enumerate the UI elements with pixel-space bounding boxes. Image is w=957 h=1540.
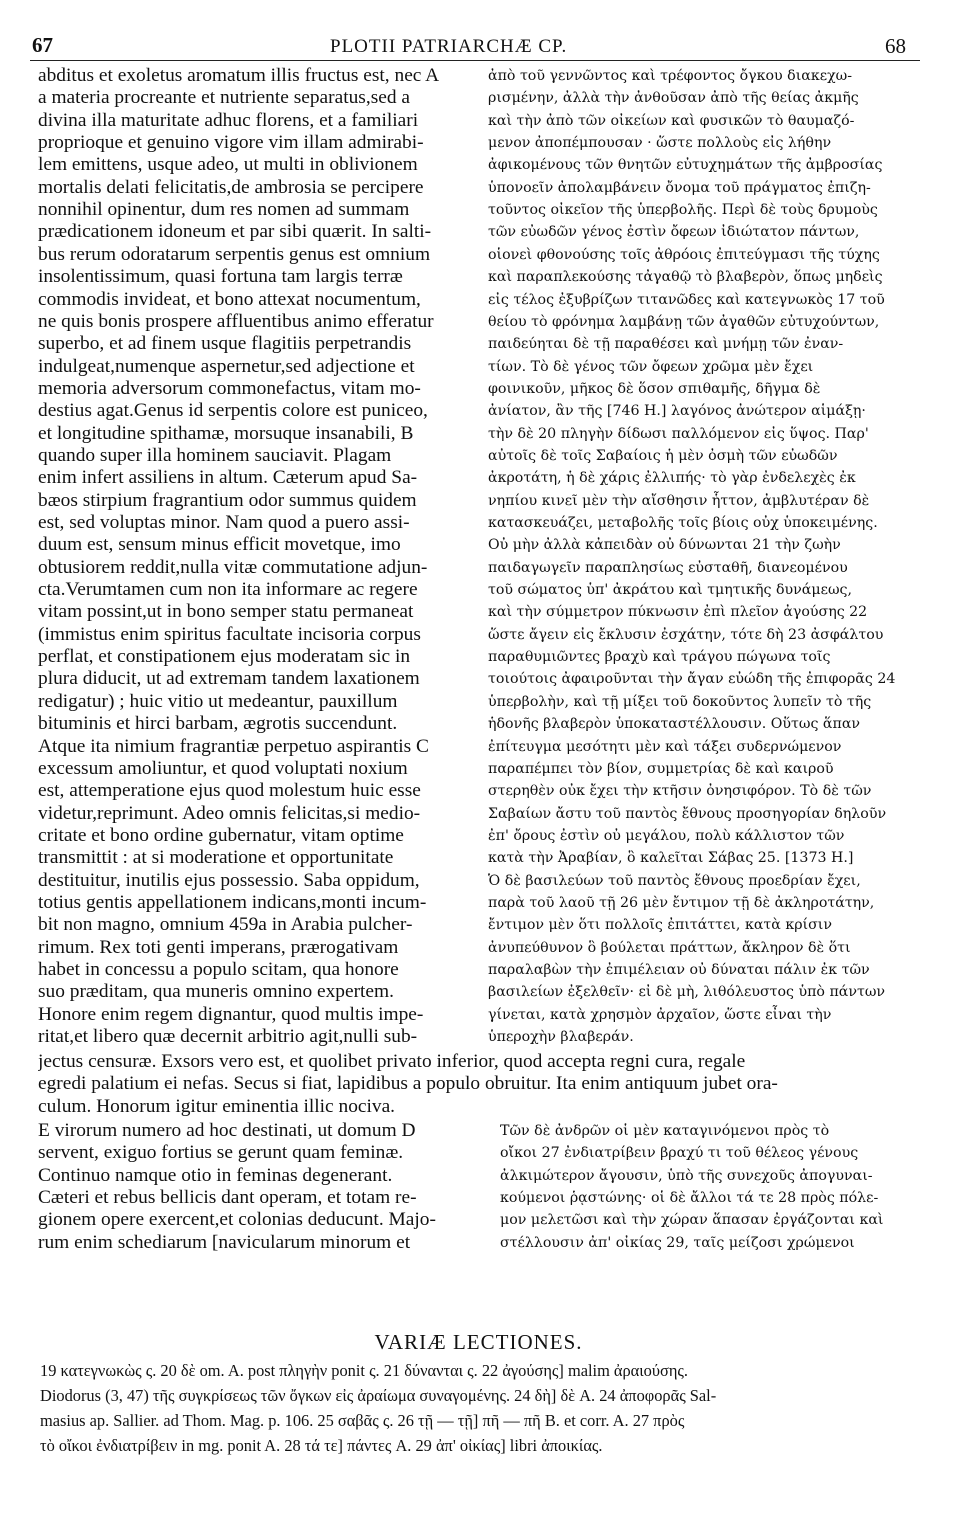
latin-line: duum est, sensum minus efficit movetque, imo: [38, 534, 401, 556]
greek-line: ἡδονῆς βλαβερὸν ὑποκαταστέλλουσιν. Οὕτως ἅπαν: [488, 716, 861, 733]
greek-line: ἀνυπεύθυνον ὃ βούλεται πράττων, ἄκληρον δὲ ὅτι: [488, 939, 851, 956]
page-number-left: 67: [32, 33, 53, 57]
latin-line: videtur,reprimunt. Adeo omnis felicitas,si medio-: [38, 802, 421, 824]
greek-line: Τῶν δὲ ἀνδρῶν οἱ μὲν καταγινόμενοι πρὸς τὸ: [500, 1123, 830, 1139]
latin-line: nonnihil opinentur, dum res nomen ad summam: [38, 199, 410, 221]
greek-line: Οὐ μὴν ἀλλὰ κἀπειδὰν οὐ δύνωνται 21 τὴν ζωὴν: [488, 537, 841, 554]
greek-line: καὶ τὴν σύμμετρον πύκνωσιν ἐπὶ πλεῖον ἀγούσης 22: [488, 604, 868, 621]
latin-line: enim infert assiliens in altum. Cæterum apud Sa-: [38, 467, 418, 489]
greek-line: ὑπονοεῖν ἀπολαμβάνειν ὄνομα τοῦ πράγματος ἐπιζη-: [488, 179, 871, 196]
greek-line: ὥστε ἄγειν εἰς ἔκλυσιν ἐσχάτην, τότε δὴ 23 ἀσφάλτου: [488, 626, 884, 643]
latin-line: vitam possint,ut in bono semper statu permaneat: [38, 601, 414, 623]
variant-line: Diodorus (3, 47) τῆς συγκρίσεως τῶν ὄγκων εἰς ἀραίωμα συναγομένης. 24 δὴ] δὲ A. 24 ἀποφορᾶς Sal-: [40, 1386, 717, 1405]
greek-line: τίων. Τὸ δὲ γένος τῶν ὄφεων χρῶμα μὲν ἔχει: [488, 358, 814, 375]
greek-line: γίνεται, κατὰ χρησμὸν ἀρχαῖον, ὥστε εἶναι τὴν: [488, 1006, 832, 1023]
latin-line: indulgeat,numenque aspernetur,sed adjectione et: [38, 355, 415, 377]
latin-line: memoria adversorum commonefactus, vitam mo-: [38, 377, 421, 399]
latin-line: est, attemperatione ejus quod molestum huic esse: [38, 780, 421, 802]
header-rule: [30, 60, 920, 61]
variant-line: masius ap. Sallier. ad Thom. Mag. p. 106. 25 σαβᾶς ς. 26 τῇ — τῇ] πῆ — πῆ B. et corr. A. 27 πρὸς: [40, 1411, 685, 1430]
latin-line: destituitur, inutilis ejus possessio. Saba oppidum,: [38, 869, 420, 891]
greek-line: στερηθὲν οὐκ ἔχει τὴν κτῆσιν ὀνησιφόρον. Τὸ δὲ τῶν: [488, 783, 872, 800]
greek-line: ἀκροτάτη, ἡ δὲ χάρις ἐλλιπής· τὸ γὰρ ἐνδελεχὲς ἐκ: [488, 470, 856, 487]
greek-line: Σαβαίων ἄστυ τοῦ παντὸς ἔθνους προσηγορίαν δηλοῦν: [488, 805, 887, 822]
greek-line: ἀπὸ τοῦ γεννῶντος καὶ τρέφοντος ὄγκου διακεχω-: [488, 68, 853, 84]
variant-line: 19 κατεγνωκὼς ς. 20 δὲ om. A. post πληγὴν ponit ς. 21 δύνανται ς. 22 ἀγούσης] malim ἀραιούσης.: [40, 1361, 688, 1380]
latin-line: plura diducit, ut ad extremam tandem laxationem: [38, 668, 420, 690]
variant-line: τὸ οἴκοι ἐνδιατρίβειν in mg. ponit A. 28 τά τε] πάντες A. 29 ἀπ' οἰκίας] libri ἀποικίας.: [40, 1436, 603, 1455]
greek-line: ἀνίατον, ἂν τῆς [746 H.] λαγόνος ἀνώτερον αἱμάξῃ·: [488, 403, 866, 420]
greek-line: παραπέμπει τὸν βίον, συμμετρίας δὲ καὶ καιροῦ: [488, 760, 834, 777]
greek-line: ἀλκιμώτερον ἄγουσιν, ὑπὸ τῆς συνεχοῦς ἀπογυναι-: [500, 1167, 873, 1184]
greek-line: τοιούτοις ἀφαιροῦνται τὴν ἄγαν εὐώδη τῆς ἐπιφορᾶς 24: [488, 671, 896, 688]
greek-line: φοινικοῦν, μῆκος δὲ ὅσον σπιθαμῆς, δῆγμα δὲ: [488, 380, 821, 397]
latin-line: suo præditam, qua muneris omnino expertem.: [38, 981, 394, 1003]
greek-line: βασιλείων ἐξελθεῖν· εἰ δὲ μὴ, λιθόλευστος ὑπὸ πάντων: [488, 984, 886, 1001]
variant-readings: [40, 1358, 922, 1458]
greek-line: ἔντιμον μὲν ὅτι πολλοῖς ἐπιτάττει, κατὰ κρίσιν: [488, 917, 832, 934]
latin-line: critate et bono ordine gubernatur, vitam optime: [38, 824, 404, 846]
greek-line: στέλλουσιν ἀπ' οἰκίας 29, ταῖς μείζοσι χρώμενοι: [500, 1234, 855, 1251]
latin-line: perflat, et constipationem ejus moderatam sic in: [38, 646, 411, 668]
latin-line: rum enim schediarum [navicularum minorum et: [38, 1231, 411, 1253]
latin-line: divina illa maturitate adhuc florens, et a familiari: [38, 109, 419, 131]
greek-line: κούμενοι ῥᾳστώνης· οἱ δὲ ἄλλοι τά τε 28 πρὸς πόλε-: [500, 1190, 879, 1207]
running-title: PLOTII PATRIARCHÆ CP.: [330, 36, 568, 57]
latin-line: destius agat.Genus id serpentis colore est puniceo,: [38, 400, 428, 422]
page-header: [0, 0, 957, 60]
latin-line: est, sed voluptas minor. Nam quod a puero assi-: [38, 512, 410, 533]
latin-line: a materia procreante et nutriente separatus,sed a: [38, 87, 411, 109]
greek-line: ἀφικομένους τῶν θνητῶν εὐτυχημάτων τῆς ἀμβροσίας: [488, 157, 883, 174]
latin-line: excessum amoliuntur, et quod voluptati noxium: [38, 757, 408, 779]
latin-line: servent, exiguo fortius se gerunt quam feminæ.: [38, 1142, 404, 1164]
greek-line: ὑπεροχὴν βλαβεράν.: [488, 1029, 634, 1046]
greek-line: τοῦντος οἰκεῖον τῆς ὑπερβολῆς. Περὶ δὲ τοὺς δρυμοὺς: [488, 202, 878, 219]
greek-line: τοῦ σώματος ὑπ' ἀκράτου καὶ τμητικῆς δυνάμεως,: [488, 582, 852, 599]
latin-line: totius gentis appellationem indicans,monti incum-: [38, 891, 427, 913]
variants-title: VARIÆ LECTIONES.: [374, 1330, 583, 1354]
latin-line: abditus et exoletus aromatum illis fructus est, nec A: [38, 65, 440, 86]
latin-line: commodis invideat, et bono attexat nocumentum,: [38, 288, 421, 310]
greek-line: μον μελετῶσι καὶ τὴν χώραν ἅπασαν ἐργάζονται καὶ: [500, 1212, 884, 1229]
greek-line: οἱονεὶ φθονούσης τοῖς ἀθρόοις ἐπιτεύγμασι τῆς τύχης: [488, 246, 880, 263]
latin-line: rimum. Rex toti genti imperans, prærogativam: [38, 936, 399, 958]
latin-line: gionem opere exercent,et colonias deducunt. Majo-: [38, 1209, 436, 1231]
latin-line: jectus censuræ. Exsors vero est, et quolibet privato inferior, quod accepta regni cura, regale: [38, 1051, 746, 1072]
latin-line: redigatur) ; huic vitio ut medeantur, pauxillum: [38, 690, 398, 712]
latin-line: transmittit : at si moderatione et opportunitate: [38, 847, 394, 869]
latin-line: habet in concessu a populo scitam, qua honore: [38, 959, 399, 980]
greek-line: ἐπ' ὄρους ἐστὶν οὐ μεγάλου, πολὺ κάλλιστον τῶν: [488, 827, 845, 844]
latin-line: Cæteri et rebus bellicis dant operam, et totam re-: [38, 1187, 417, 1209]
greek-line: παιδαγωγεῖν παραπλησίως εὐσταθῆ, διανεομένου: [488, 559, 848, 576]
latin-line: ne quis bonis prospere affluentibus animo efferatur: [38, 310, 434, 332]
latin-line: Continuo namque otio in feminas degenerant.: [38, 1164, 393, 1186]
latin-line: (immistus enim spiritus facultate incisoria corpus: [38, 623, 421, 645]
latin-line: obtusiorem reddit,nulla vitæ commutatione adjun-: [38, 556, 428, 578]
greek-line: θείου τὸ φρόνημα λαμβάνῃ τῶν ἀγαθῶν εὐτυχούντων,: [488, 313, 880, 330]
greek-line: παραθυμιῶντες βραχὺ καὶ τράγου πώγωνα τοῖς: [488, 649, 831, 666]
latin-line: et longitudine spithamæ, morsuque insanabili, B: [38, 422, 414, 444]
greek-line: αὐτοῖς δὲ τοῖς Σαβαίοις ἡ μὲν ὀσμὴ τῶν εὐωδῶν: [488, 447, 838, 464]
latin-line: superbo, et ad finem usque flagitiis perpetrandis: [38, 333, 412, 355]
greek-line: καὶ τὴν ἀπὸ τῶν οἰκείων καὶ φυσικῶν τὸ θαυμαζό-: [488, 112, 855, 129]
greek-line: κατὰ τὴν Ἀραβίαν, ὃ καλεῖται Σάβας 25. [1373 H.]: [488, 850, 854, 867]
latin-line: proprioque et genuino vigore vim illam admirabi-: [38, 132, 424, 154]
greek-line: οἴκοι 27 ἐνδιατρίβειν βραχύ τι τοῦ θέλεος γένους: [500, 1145, 859, 1162]
latin-line: prædicationem idoneum et par sibi quærit. In salti-: [38, 221, 432, 243]
greek-line: ρισμένην, ἀλλὰ τὴν ἀνθοῦσαν ἀπὸ τῆς θείας ἀκμῆς: [488, 90, 859, 107]
latin-line: culum. Honorum igitur eminentia illic nociva.: [38, 1095, 396, 1117]
greek-line: παρὰ τοῦ λαοῦ τῇ 26 μὲν ἔντιμον τῇ δὲ ἀκληροτάτην,: [488, 894, 875, 911]
latin-line: egredi palatium ei nefas. Secus si fiat, lapidibus a populo obruitur. Ita enim antiquum jubet ora-: [38, 1073, 778, 1095]
greek-line: κατασκευάζει, μεταβολῆς τοῖς βίοις οὐχ ὑποκειμένης.: [488, 515, 878, 531]
latin-line: cta.Verumtamen cum non ita informare ac regere: [38, 579, 418, 601]
latin-line: quando super illa hominem sauciavit. Plagam: [38, 444, 392, 466]
latin-line: bit non magno, omnium 459a in Arabia pulcher-: [38, 914, 413, 936]
greek-line: ὑπερβολὴν, καὶ τῇ μίξει τοῦ δοκοῦντος λυπεῖν τὸ τῆς: [488, 693, 872, 710]
latin-line: bituminis et hirci barbam, ægrotis succendunt.: [38, 713, 398, 735]
greek-line: νηπίου κινεῖ μὲν τὴν αἴσθησιν ἧττον, ἀμβλυτέραν δὲ: [488, 492, 870, 509]
greek-line: παραλαβὼν τὴν ἐπιμέλειαν οὐ δύναται πάλιν ἐκ τῶν: [488, 962, 870, 978]
greek-line: καὶ παραπλεκούσης τἀγαθῷ τὸ βλαβερὸν, ὅπως μηδεὶς: [488, 269, 883, 286]
latin-line: insolentissimum, quasi fortuna tam largis terræ: [38, 266, 403, 288]
greek-line: τὴν δὲ 20 πληγὴν δίδωσι παλλόμενον εἰς ὕψος. Παρ': [488, 425, 869, 442]
page-number-right: 68: [885, 34, 906, 58]
greek-line: μενον ἀποπέμπουσαν · ὥστε πολλοὺς εἰς λήθην: [488, 135, 832, 152]
latin-line: bus rerum odoratarum serpentis genus est omnium: [38, 243, 431, 265]
greek-line: ἐπίτευγμα μεσότητι μὲν καὶ τάξει συδερνώμενον: [488, 738, 842, 755]
latin-line: Atque ita nimium fragrantiæ perpetuo aspirantis C: [38, 735, 429, 757]
greek-line: παιδεύηται δὲ τῇ παραθέσει καὶ μνήμῃ τῶν ἐναν-: [488, 336, 844, 353]
latin-line: bæos stirpium fragrantium odor summus quidem: [38, 489, 417, 511]
latin-line: ritat,et libero quæ decernit arbitrio agit,nulli sub-: [38, 1026, 418, 1048]
latin-line: lem emittens, usque adeo, ut multi in oblivionem: [38, 154, 418, 176]
greek-line: εἰς τέλος ἐξυβρίζων τιτανῶδες καὶ κατεγνωκὸς 17 τοῦ: [488, 291, 885, 308]
latin-line: mortalis delati felicitatis,de ambrosia se percipere: [38, 176, 424, 198]
latin-line: Honore enim regem dignantur, quod multis impe-: [38, 1003, 424, 1025]
greek-line: τῶν εὐωδῶν γένος ἐστὶν ὄφεων ἰδιώτατον πάντων,: [488, 224, 860, 241]
greek-line: Ὁ δὲ βασιλεύων τοῦ παντὸς ἔθνους προεδρίαν ἔχει,: [488, 872, 861, 889]
latin-line: E virorum numero ad hoc destinati, ut domum D: [38, 1120, 416, 1141]
